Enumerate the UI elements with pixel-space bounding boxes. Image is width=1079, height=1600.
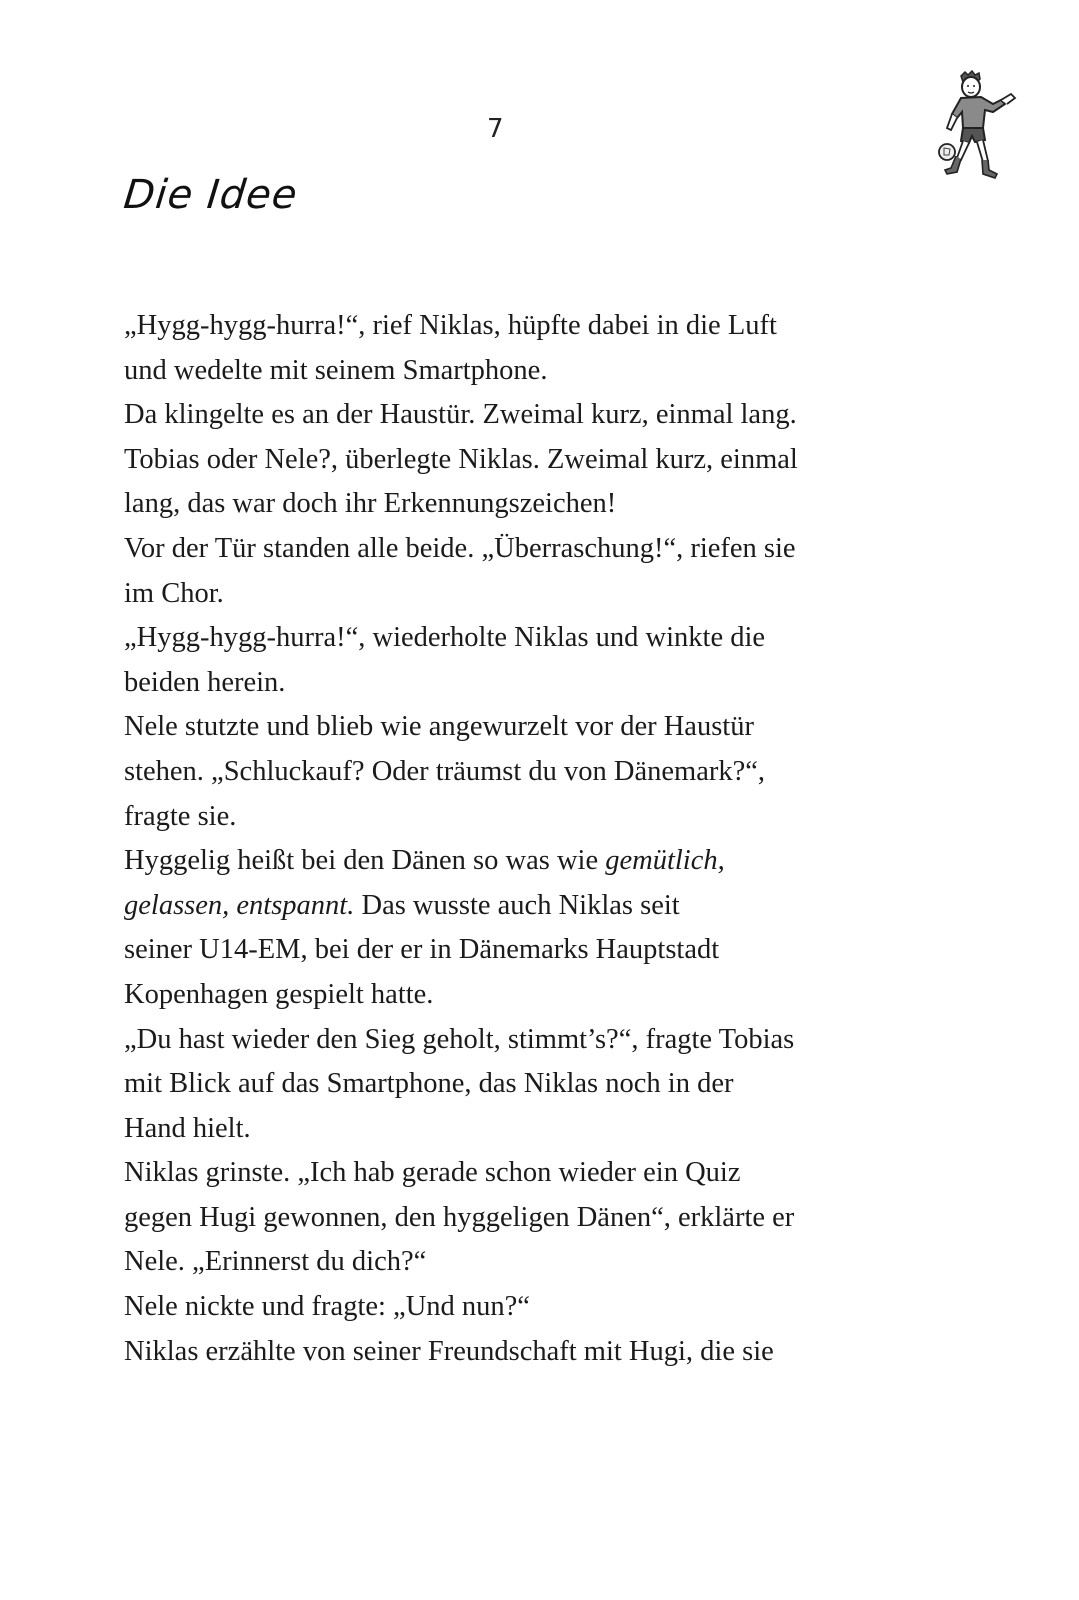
text-line: Niklas grinste. „Ich hab gerade schon wieder ein Quiz (124, 1157, 741, 1189)
text-line: „Hygg-hygg-hurra!“, wiederholte Niklas und winkte die (124, 622, 766, 654)
emphasized-text: gemütlich, (605, 845, 725, 877)
text-line: im Chor. (124, 577, 224, 609)
text-line: seiner U14-EM, bei der er in Dänemarks Hauptstadt (124, 934, 720, 966)
text-line: lang, das war doch ihr Erkennungszeichen! (124, 488, 617, 520)
text-line: beiden herein. (124, 666, 286, 698)
text-segment: Das wusste auch Niklas seit (354, 889, 680, 921)
page-number: 7 (487, 114, 504, 144)
chapter-body-text (124, 304, 904, 1374)
text-line-with-emphasis (124, 884, 904, 929)
text-line: stehen. „Schluckauf? Oder träumst du von Dänemark?“, (124, 755, 766, 787)
text-line-with-emphasis (124, 839, 904, 884)
text-line: gegen Hugi gewonnen, den hyggeligen Dänen“, erklärte er (124, 1201, 795, 1233)
text-line: Tobias oder Nele?, überlegte Niklas. Zweimal kurz, einmal (124, 443, 798, 475)
text-line: und wedelte mit seinem Smartphone. (124, 354, 548, 386)
soccer-player-icon (935, 70, 1025, 185)
text-line: Hand hielt. (124, 1112, 251, 1144)
text-line: „Du hast wieder den Sieg geholt, stimmt’s?“, fragte Tobias (124, 1023, 795, 1055)
emphasized-text: gelassen, entspannt. (124, 889, 355, 921)
chapter-title: Die Idee (121, 172, 301, 218)
text-line: „Hygg-hygg-hurra!“, rief Niklas, hüpfte dabei in die Luft (124, 310, 777, 341)
text-line: Kopenhagen gespielt hatte. (124, 978, 434, 1010)
text-line: Nele. „Erinnerst du dich?“ (124, 1246, 427, 1278)
text-line: Da klingelte es an der Haustür. Zweimal kurz, einmal lang. (124, 399, 797, 431)
text-line: mit Blick auf das Smartphone, das Niklas noch in der (124, 1068, 734, 1100)
text-line: Niklas erzählte von seiner Freundschaft mit Hugi, die sie (124, 1335, 774, 1367)
text-line: fragte sie. (124, 800, 237, 832)
text-line: Vor der Tür standen alle beide. „Überraschung!“, riefen sie (124, 532, 796, 564)
text-line: Nele stutzte und blieb wie angewurzelt vor der Haustür (124, 711, 754, 743)
text-line: Nele nickte und fragte: „Und nun?“ (124, 1291, 530, 1323)
text-segment: Hyggelig heißt bei den Dänen so was wie (124, 845, 606, 877)
soccer-player-illustration (935, 70, 1025, 185)
